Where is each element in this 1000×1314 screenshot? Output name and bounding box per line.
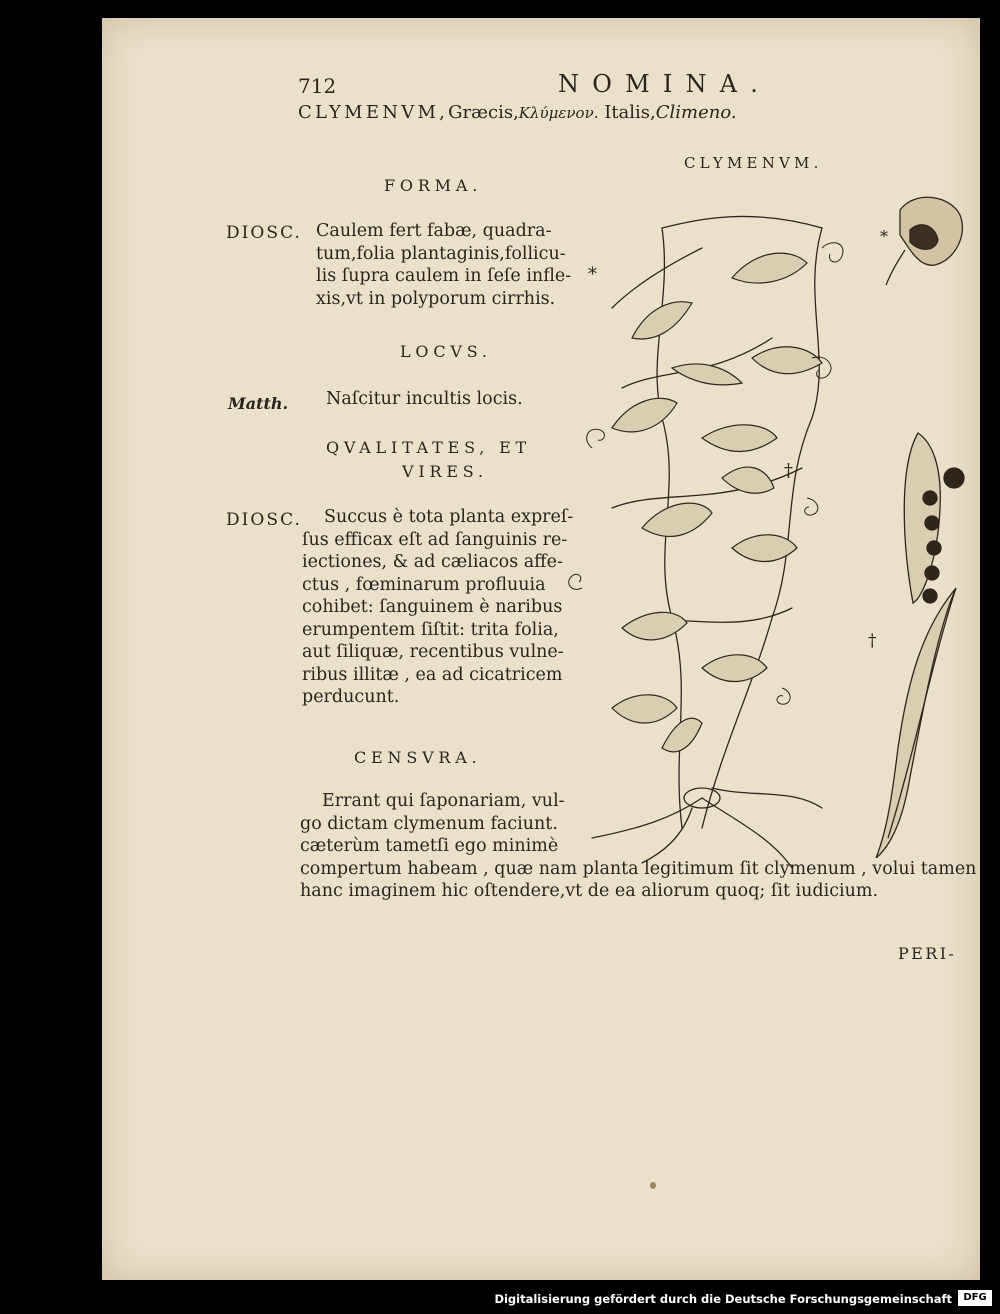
qualitates-text xyxy=(302,506,573,709)
censura-line: compertum habeam , quæ nam planta legitimum ſit clymenum , volui tamen xyxy=(300,858,977,879)
censura-heading: CENSVRA. xyxy=(354,748,482,767)
qualitates-line: ribus illitæ , ea ad cicatricem xyxy=(302,664,563,685)
forma-line: tum,folia plantaginis,follicu- xyxy=(316,243,566,264)
forma-text xyxy=(316,220,571,310)
paper-spot xyxy=(650,1182,656,1189)
title-line xyxy=(298,102,737,123)
locus-text: Naſcitur incultis locis. xyxy=(326,389,523,409)
qualitates-line: iectiones, & ad cæliacos affe- xyxy=(302,552,563,572)
running-title: NOMINA. xyxy=(558,70,772,98)
censura-line: hanc imaginem hic oſtendere,vt de ea aliorum quoq; ſit iudicium. xyxy=(300,881,879,901)
qualitates-heading-2: VIRES. xyxy=(402,462,488,481)
pod-dagger: † xyxy=(868,631,877,651)
censura-line: cæterùm tametſi ego minimè xyxy=(300,836,559,856)
locus-heading: LOCVS. xyxy=(400,342,492,361)
title-italian: Climeno. xyxy=(655,102,737,123)
clymenum-woodcut xyxy=(552,188,862,868)
book-page xyxy=(102,18,980,1280)
qualitates-label: DIOSC. xyxy=(226,510,302,530)
forma-label: DIOSC. xyxy=(226,223,302,243)
qualitates-line: ſus efficax eſt ad ſanguinis re- xyxy=(302,529,568,550)
illus-dagger-1: † xyxy=(784,460,793,481)
pod-detail xyxy=(868,428,968,858)
qualitates-line: erumpentem ſiſtit: trita folia, xyxy=(302,619,559,640)
illus-asterisk-1: * xyxy=(588,264,597,285)
title-name: CLYMENVM, xyxy=(298,102,449,123)
qualitates-line: cohibet: ſanguinem è naribus xyxy=(302,597,563,617)
flower-asterisk: * xyxy=(880,227,888,246)
page-number: 712 xyxy=(298,74,337,98)
digitization-footer xyxy=(0,1284,1000,1314)
flower-detail xyxy=(880,190,970,290)
catchword: PERI- xyxy=(898,944,957,963)
qualitates-line: aut ſiliquæ, recentibus vulne- xyxy=(302,642,564,662)
qualitates-line: Succus è tota planta expreſ- xyxy=(324,507,574,527)
censura-line: Errant qui ſaponariam, vul- xyxy=(322,791,565,811)
dfg-logo: DFG xyxy=(958,1290,992,1306)
qualitates-line: ctus , fœminarum profluuia xyxy=(302,574,546,595)
title-greek: Κλύμενον. xyxy=(518,104,599,122)
footer-credit: Digitalisierung gefördert durch die Deutsche Forschungsgemeinschaft xyxy=(494,1292,952,1306)
forma-heading: FORMA. xyxy=(384,176,483,195)
locus-label: Matth. xyxy=(228,394,289,413)
forma-line: lis ſupra caulem in ſeſe infle- xyxy=(316,266,572,286)
title-graecis: Græcis, xyxy=(448,102,519,123)
title-italis: Italis, xyxy=(604,102,656,123)
qualitates-line: perducunt. xyxy=(302,687,400,707)
plate-caption: CLYMENVM. xyxy=(684,154,823,172)
forma-line: Caulem fert fabæ, quadra- xyxy=(316,221,552,241)
qualitates-heading-1: QVALITATES, ET xyxy=(326,438,532,457)
censura-line: go dictam clymenum faciunt. xyxy=(300,813,558,834)
forma-line: xis,vt in polyporum cirrhis. xyxy=(316,288,556,309)
